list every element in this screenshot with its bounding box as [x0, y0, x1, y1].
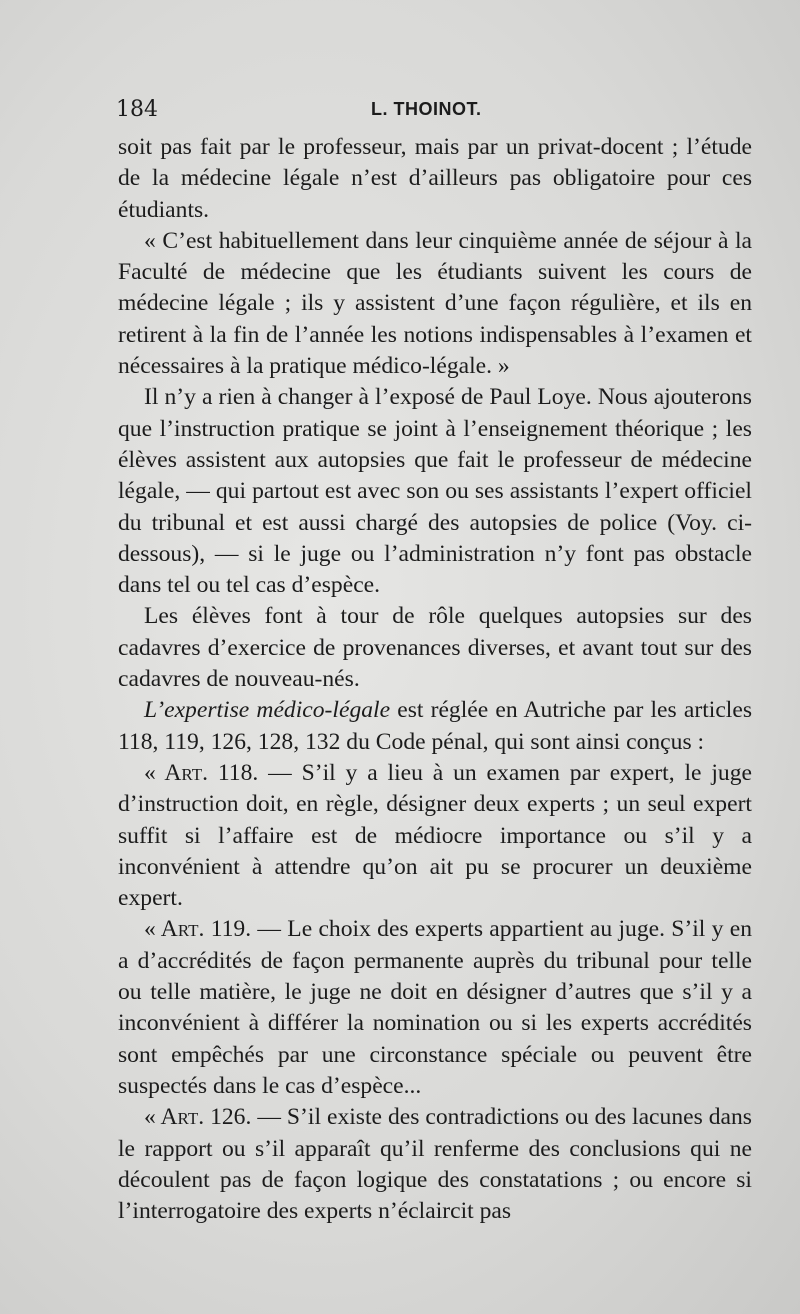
page-number: 184	[116, 97, 158, 122]
page-header	[116, 97, 766, 129]
paragraph-3	[118, 382, 752, 601]
article-126	[118, 1102, 752, 1227]
paragraph-text: « C’est habituellement dans leur cinquième année de séjour à la Faculté de médecine que les étudiants suivent les cours de médecine légale ; ils y assistent d’une façon régulière, et ils en retirent à la fin de l’année les notions indispensables à l’examen et nécessaires à la pratique médico-légale. »	[118, 227, 752, 380]
paragraph-text: Les élèves font à tour de rôle quelques autopsies sur des cadavres d’exercice de provenances diverses, et avant tout sur des cadavres de nouveau-nés.	[118, 603, 752, 693]
article-118	[118, 758, 752, 914]
article-label: « Art. 119.	[144, 916, 252, 943]
paragraph-text: — S’il y a lieu à un examen par expert, le juge d’instruction doit, en règle, désigner deux experts ; un seul expert suffit si l’affaire est de médiocre importance ou s’il y a inconvénient à attendre qu’on ait pu se procurer un deuxième expert.	[118, 759, 752, 912]
italic-lead: L’expertise médico-légale	[144, 697, 391, 724]
paragraph-text: soit pas fait par le professeur, mais par un privat-docent ; l’étude de la médecine légale n’est d’ailleurs pas obligatoire pour ces étudiants.	[118, 134, 752, 223]
paragraph-5	[118, 695, 752, 758]
article-label: « Art. 118.	[144, 759, 259, 786]
paragraph-text: — Le choix des experts appartient au juge. S’il y en a d’accrédités de façon permanente auprès du tribunal pour telle ou telle matière, le juge ne doit en désigner d’autres que s’il y a inconvénient à différer la nomination ou si les experts accrédités sont empêchés par une circonstance spéciale ou peuvent être suspectés dans le cas d’espèce...	[118, 916, 752, 1099]
paragraph-text: — S’il existe des contradictions ou des lacunes dans le rapport ou s’il apparaît qu’il renferme des conclusions qui ne découlent pas de façon logique des constatations ; ou encore si l’interrogatoire des experts n’éclaircit pas	[118, 1104, 752, 1225]
paragraph-text: Il n’y a rien à changer à l’exposé de Paul Loye. Nous ajouterons que l’instruction pratique se joint à l’enseignement théorique ; les élèves assistent aux autopsies que fait le professeur de médecine légale, — qui partout est avec son ou ses assistants l’expert officiel du tribunal et est aussi chargé des autopsies de police (Voy. ci-dessous), — si le juge ou l’administration n’y font pas obstacle dans tel ou tel cas d’espèce.	[118, 384, 752, 599]
paragraph-1	[118, 132, 752, 226]
paragraph-4	[118, 601, 752, 695]
paragraph-2	[118, 226, 752, 382]
paragraph-text: est réglée en Autriche par les articles 118, 119, 126, 128, 132 du Code pénal, qui sont ainsi conçus :	[118, 697, 752, 755]
running-head: L. THOINOT.	[371, 99, 482, 119]
page-body	[118, 132, 752, 1227]
article-label: « Art. 126.	[144, 1104, 252, 1131]
article-119	[118, 914, 752, 1102]
